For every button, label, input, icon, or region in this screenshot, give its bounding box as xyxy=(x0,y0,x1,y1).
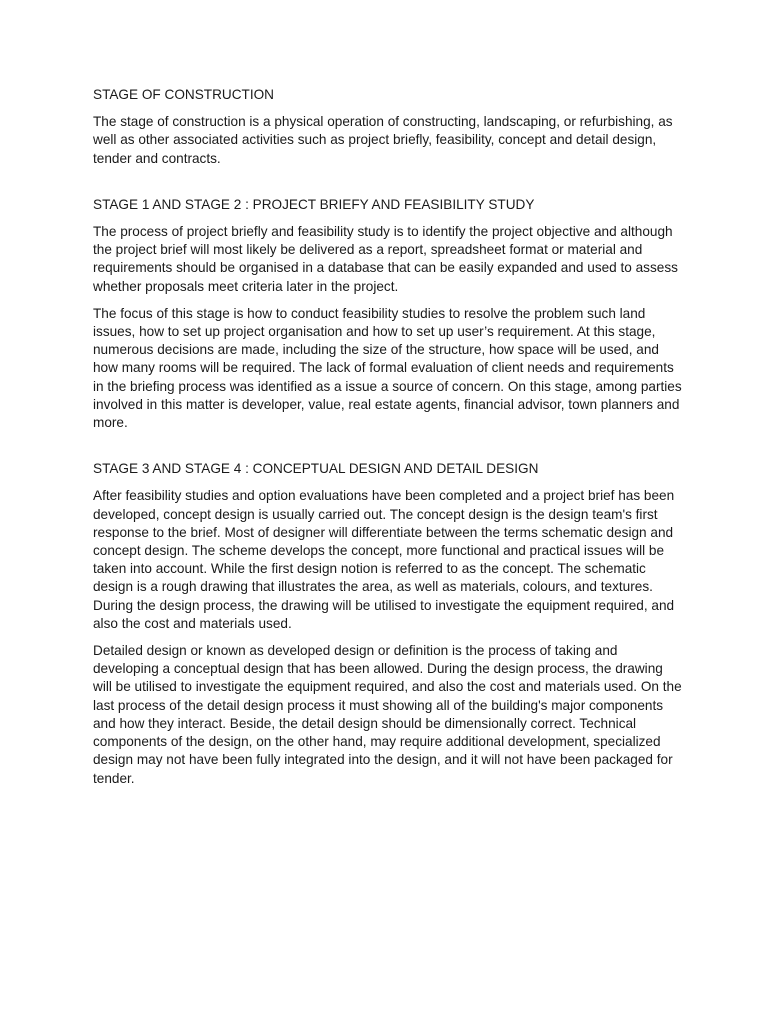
intro-paragraph: The stage of construction is a physical operation of constructing, landscaping, or refurbishing, as well as other associated activities such as project briefly, feasibility, concept and detail design, tender and contracts. xyxy=(93,114,673,166)
paragraph-briefing-process: The process of project briefly and feasibility study is to identify the project objective and although the project brief will most likely be delivered as a report, spreadsheet format or material and requirements should be organised in a database that can be easily expanded and used to assess whether proposals meet criteria later in the project. xyxy=(93,224,678,294)
section-spacer xyxy=(93,441,683,460)
section-heading-stage-3-4: STAGE 3 AND STAGE 4 : CONCEPTUAL DESIGN AND DETAIL DESIGN xyxy=(93,461,539,477)
paragraph-detail-design: Detailed design or known as developed design or definition is the process of taking and developing a conceptual design that has been allowed. During the design process, the drawing will be utilised to investigate the equipment required, and also the cost and materials used. On the last process of the detail design process it must showing all of the building's major components and how they interact. Beside, the detail design should be dimensionally correct. Technical components of the design, on the other hand, may require additional development, specialized design may not have been fully integrated into the design, and it will not have been packaged for tender. xyxy=(93,643,682,786)
paragraph-concept-design: After feasibility studies and option evaluations have been completed and a project brief has been developed, concept design is usually carried out. The concept design is the design team's first response to the brief. Most of designer will differentiate between the terms schematic design and concept design. The scheme develops the concept, more functional and practical issues will be taken into account. While the first design notion is referred to as the concept. The schematic design is a rough drawing that illustrates the area, as well as materials, colours, and textures. During the design process, the drawing will be utilised to investigate the equipment required, and also the cost and materials used. xyxy=(93,488,675,631)
document-page xyxy=(93,86,683,797)
section-spacer xyxy=(93,177,683,196)
document-title: STAGE OF CONSTRUCTION xyxy=(93,87,274,102)
paragraph-feasibility-focus: The focus of this stage is how to conduct feasibility studies to resolve the problem such land issues, how to set up project organisation and how to set up user’s requirement. At this stage, numerous decisions are made, including the size of the structure, how space will be used, and how many rooms will be required. The lack of formal evaluation of client needs and requirements in the briefing process was identified as a issue a source of concern. On this stage, among parties involved in this matter is developer, value, real estate agents, financial advisor, town planners and more. xyxy=(93,305,682,431)
section-heading-stage-1-2: STAGE 1 AND STAGE 2 : PROJECT BRIEFY AND FEASIBILITY STUDY xyxy=(93,196,535,212)
